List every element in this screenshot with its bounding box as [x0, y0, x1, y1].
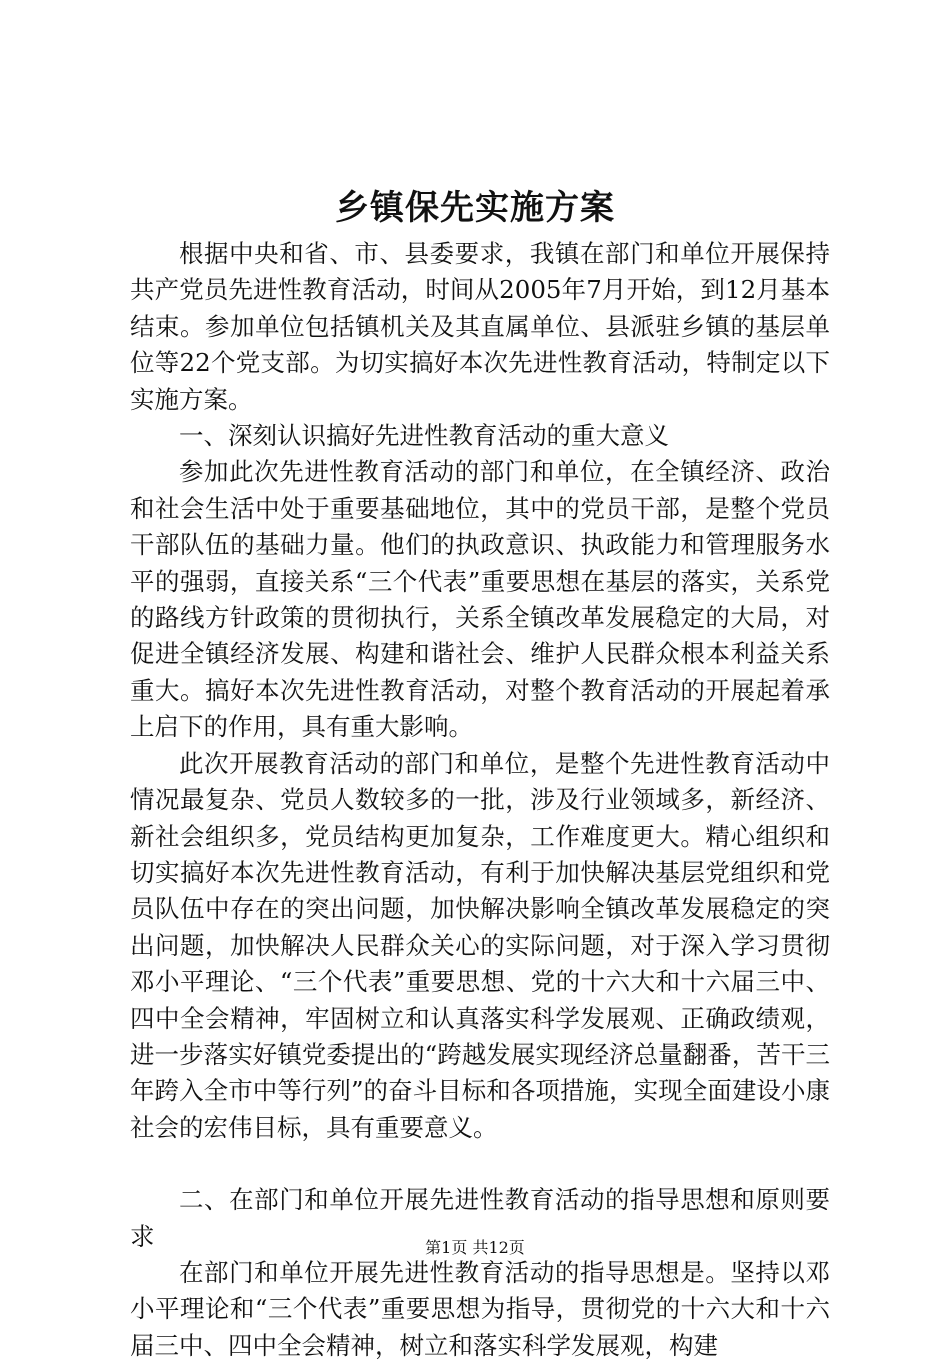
document-body: [130, 236, 830, 1364]
paragraph-intro: 根据中央和省、市、县委要求，我镇在部门和单位开展保持共产党员先进性教育活动，时间从2005年7月开始，到12月基本结束。参加单位包括镇机关及其直属单位、县派驻乡镇的基层单位等22个党支部。为切实搞好本次先进性教育活动，特制定以下实施方案。: [130, 239, 830, 414]
document-title: 乡镇保先实施方案: [335, 188, 615, 228]
section-heading-2: 二、在部门和单位开展先进性教育活动的指导思想和原则要求: [130, 1185, 830, 1251]
page-number-footer: 第1页 共12页: [425, 1238, 525, 1257]
paragraph-significance-1: 参加此次先进性教育活动的部门和单位，在全镇经济、政治和社会生活中处于重要基础地位，其中的党员干部，是整个党员干部队伍的基础力量。他们的执政意识、执政能力和管理服务水平的强弱，直接关系“三个代表”重要思想在基层的落实，关系党的路线方针政策的贯彻执行，关系全镇改革发展稳定的大局，对促进全镇经济发展、构建和谐社会、维护人民群众根本利益关系重大。搞好本次先进性教育活动，对整个教育活动的开展起着承上启下的作用，具有重大影响。: [130, 457, 830, 742]
paragraph-significance-2: 此次开展教育活动的部门和单位，是整个先进性教育活动中情况最复杂、党员人数较多的一批，涉及行业领域多，新经济、新社会组织多，党员结构更加复杂，工作难度更大。精心组织和切实搞好本次先进性教育活动，有利于加快解决基层党组织和党员队伍中存在的突出问题，加快解决影响全镇改革发展稳定的突出问题，加快解决人民群众关心的实际问题，对于深入学习贯彻邓小平理论、“三个代表”重要思想、党的十六大和十六届三中、四中全会精神，牢固树立和认真落实科学发展观、正确政绩观，进一步落实好镇党委提出的“跨越发展实现经济总量翻番，苦干三年跨入全市中等行列”的奋斗目标和各项措施，实现全面建设小康社会的宏伟目标，具有重要意义。: [130, 748, 830, 1142]
paragraph-guiding-thought: 在部门和单位开展先进性教育活动的指导思想是。坚持以邓小平理论和“三个代表”重要思想为指导，贯彻党的十六大和十六届三中、四中全会精神，树立和落实科学发展观，构建: [130, 1257, 830, 1360]
section-heading-1: 一、深刻认识搞好先进性教育活动的重大意义: [179, 421, 669, 451]
